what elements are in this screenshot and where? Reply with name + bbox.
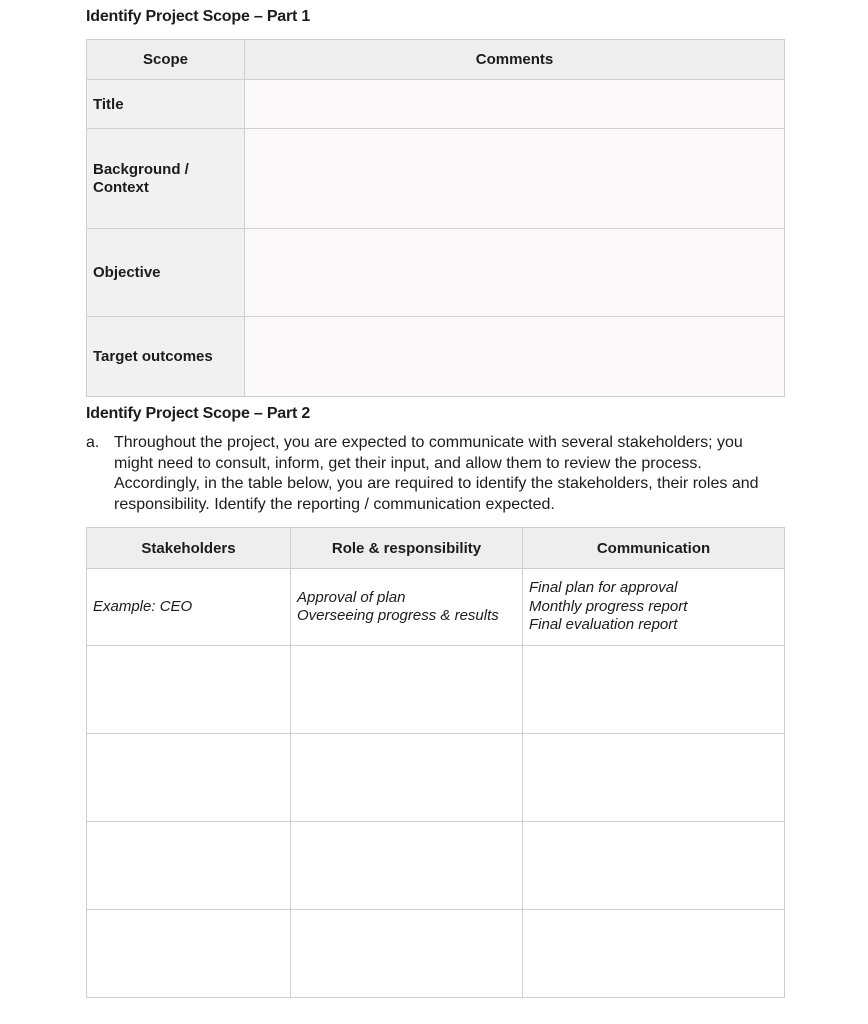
table-row — [87, 129, 785, 229]
scope-label-background: Background / Context — [87, 129, 245, 229]
communication-input[interactable] — [523, 734, 785, 822]
table-row — [87, 646, 785, 734]
role-input[interactable] — [291, 646, 523, 734]
scope-label-objective: Objective — [87, 229, 245, 317]
role-input[interactable] — [291, 910, 523, 998]
role-input[interactable] — [291, 734, 523, 822]
comment-input-target-outcomes[interactable] — [245, 317, 785, 397]
comment-input-title[interactable] — [245, 80, 785, 129]
communication-input[interactable] — [523, 910, 785, 998]
scope-label-title: Title — [87, 80, 245, 129]
table-row — [87, 317, 785, 397]
role-column-header: Role & responsibility — [291, 528, 523, 569]
communication-input[interactable] — [523, 822, 785, 910]
scope-column-header: Scope — [87, 40, 245, 80]
example-role: Approval of plan Overseeing progress & results — [291, 569, 523, 646]
instruction-paragraph — [86, 433, 786, 515]
scope-table — [86, 39, 785, 397]
table-row — [87, 229, 785, 317]
comment-input-objective[interactable] — [245, 229, 785, 317]
stakeholders-column-header: Stakeholders — [87, 528, 291, 569]
table-row — [87, 80, 785, 129]
role-input[interactable] — [291, 822, 523, 910]
table-row — [87, 822, 785, 910]
stakeholder-input[interactable] — [87, 822, 291, 910]
stakeholder-input[interactable] — [87, 910, 291, 998]
part2-heading: Identify Project Scope – Part 2 — [86, 405, 311, 422]
stakeholder-table — [86, 527, 785, 998]
table-row — [87, 910, 785, 998]
scope-label-target-outcomes: Target outcomes — [87, 317, 245, 397]
part1-heading: Identify Project Scope – Part 1 — [86, 8, 311, 25]
comments-column-header: Comments — [245, 40, 785, 80]
list-marker: a. — [86, 434, 100, 451]
table-row — [87, 569, 785, 646]
example-communication: Final plan for approval Monthly progress report Final evaluation report — [523, 569, 785, 646]
stakeholder-input[interactable] — [87, 646, 291, 734]
table-row — [87, 734, 785, 822]
stakeholder-input[interactable] — [87, 734, 291, 822]
example-stakeholder: Example: CEO — [87, 569, 291, 646]
communication-input[interactable] — [523, 646, 785, 734]
communication-column-header: Communication — [523, 528, 785, 569]
instruction-text: Throughout the project, you are expected to communicate with several stakeholders; you might need to consult, inform, get their input, and allow them to review the process. Accordingly, in the table below, you are required to identify the stakeholders, their roles and responsibility. Identify the reporting / communication expected. — [114, 434, 759, 513]
comment-input-background[interactable] — [245, 129, 785, 229]
